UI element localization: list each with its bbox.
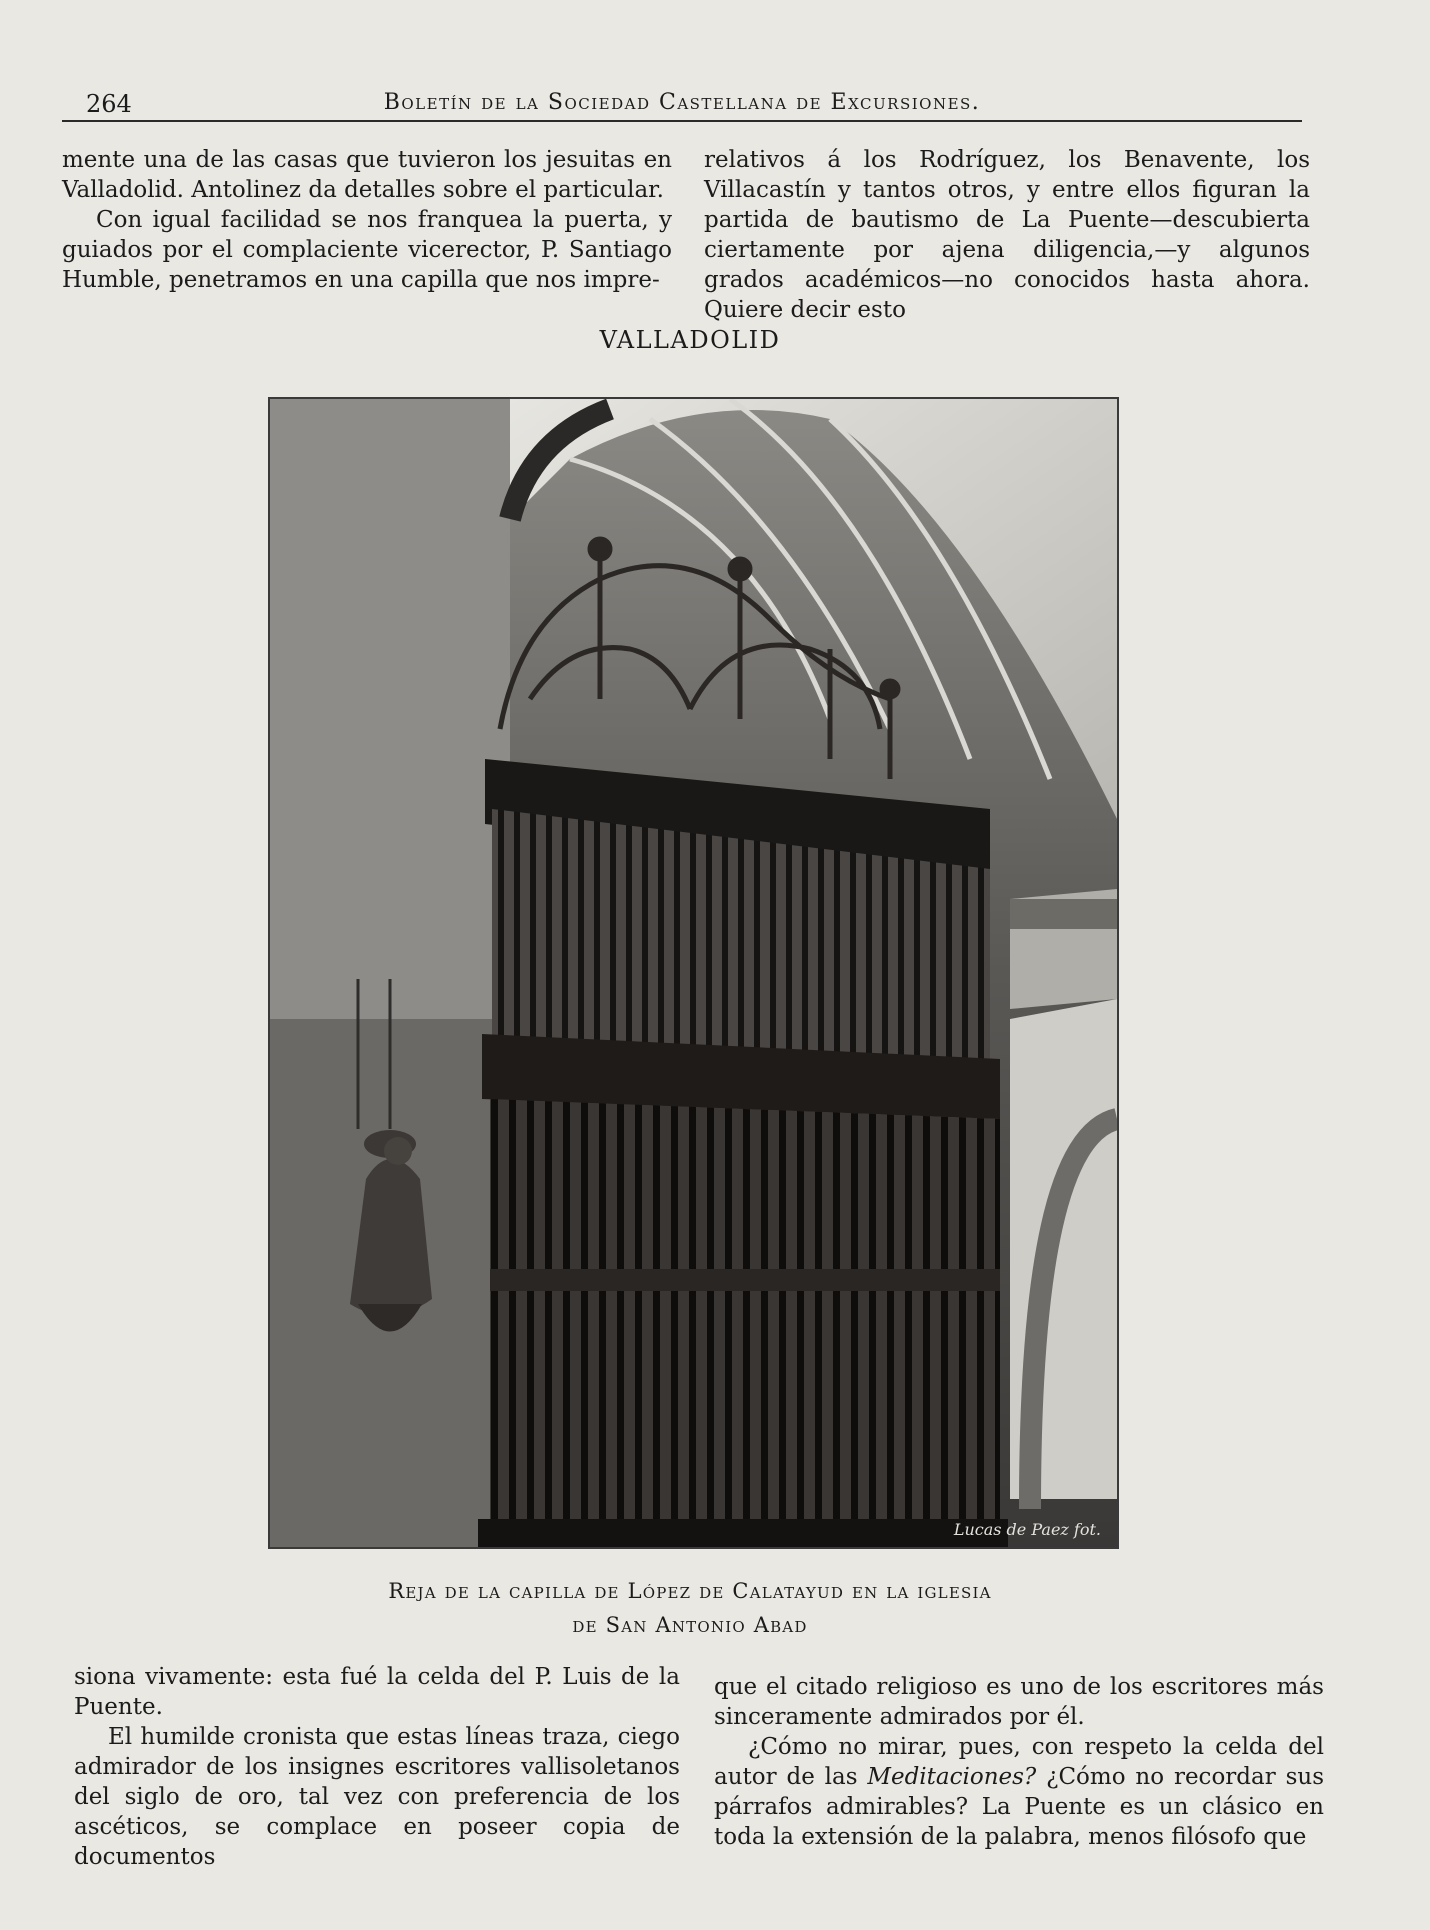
caption-line: Reja de la capilla de López de Calatayud en la iglesia	[388, 1579, 992, 1603]
text-run: ¿Cómo no mirar, pues, con respeto la celda del autor de las	[714, 1734, 1324, 1790]
bottom-right-column	[714, 1672, 1324, 1852]
paragraph: que el citado religioso es uno de los escritores más sinceramente admirados por él.	[714, 1674, 1324, 1730]
paragraph: relativos á los Rodríguez, los Benavente, los Villacastín y tantos otros, y entre ellos figuran la partida de bautismo de La Puente—descubierta ciertamente por ajena diligencia,—y algunos grados académicos—no conocidos hasta ahora. Quiere decir esto	[704, 147, 1310, 323]
iron-grille-photo	[270, 399, 1117, 1547]
paragraph: siona vivamente: esta fué la celda del P. Luis de la Puente.	[74, 1664, 680, 1720]
bottom-left-column	[74, 1662, 680, 1872]
top-left-column	[62, 145, 672, 295]
paragraph: Con igual facilidad se nos franquea la puerta, y guiados por el complaciente vicerector, P. Santiago Humble, penetramos en una capilla que nos impre-	[62, 207, 672, 293]
top-right-column	[704, 145, 1310, 325]
photographer-signature: Lucas de Paez fot.	[953, 1520, 1101, 1539]
photo-plate	[268, 397, 1119, 1549]
page-number: 264	[86, 90, 132, 118]
paragraph: mente una de las casas que tuvieron los jesuitas en Valladolid. Antolinez da detalles sobre el particular.	[62, 147, 672, 203]
running-title: Boletín de la Sociedad Castellana de Excursiones.	[383, 90, 981, 115]
paragraph: El humilde cronista que estas líneas traza, ciego admirador de los insignes escritores vallisoletanos del siglo de oro, tal vez con preferencia de los ascéticos, se complace en poseer copia de documentos	[74, 1724, 680, 1870]
page-header	[62, 86, 1302, 122]
paragraph	[714, 1732, 1324, 1852]
figure-caption	[0, 1574, 1380, 1642]
book-title: Meditaciones?	[867, 1764, 1037, 1790]
figure-place-label: VALLADOLID	[599, 326, 781, 354]
text-run: ¿Cómo no recordar sus párrafos admirables? La Puente es un clásico en toda la extensión de la palabra, menos filósofo que	[714, 1764, 1324, 1850]
caption-line: de San Antonio Abad	[572, 1613, 808, 1637]
